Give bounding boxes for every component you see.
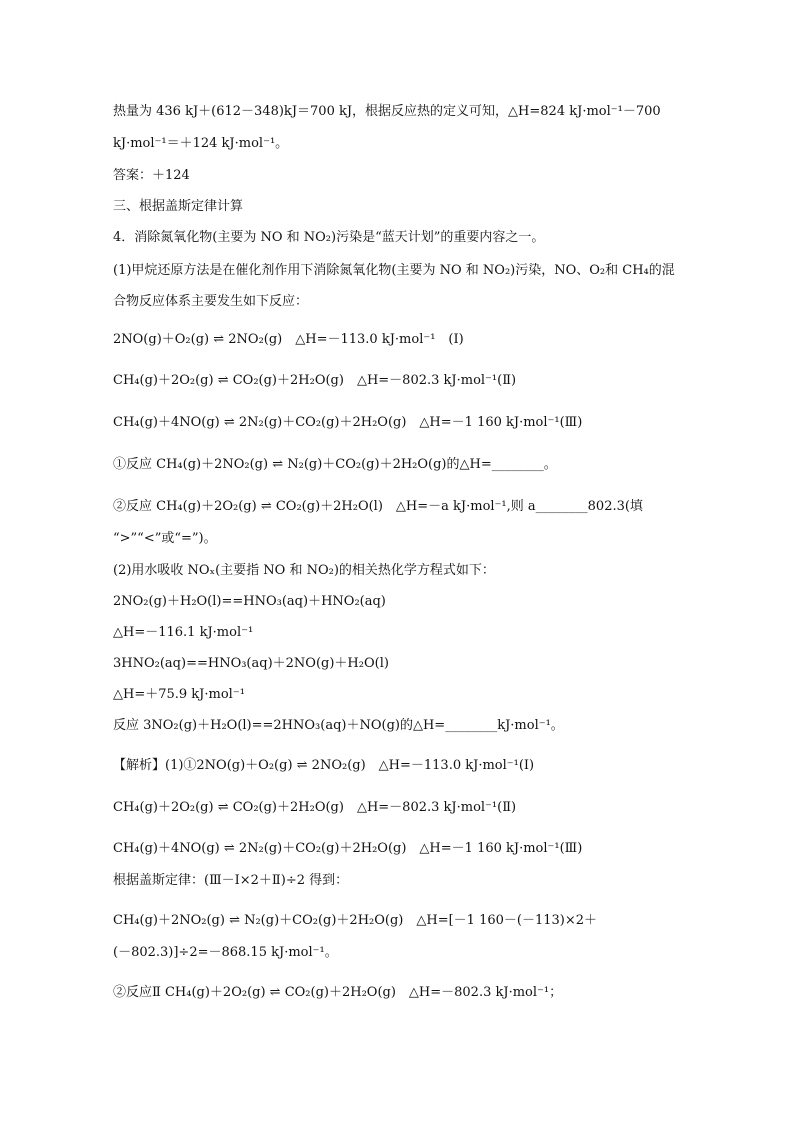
text-line: 根据盖斯定律：(Ⅲ－Ⅰ×2＋Ⅱ)÷2 得到： bbox=[113, 873, 349, 888]
section-heading: 三、根据盖斯定律计算 bbox=[113, 199, 244, 214]
equation-line: CH₄(g)＋2NO₂(g) ⇌ N₂(g)＋CO₂(g)＋2H₂O(g) △H=[－1 160－(－113)×2＋ bbox=[113, 913, 598, 928]
equation-line: △H=＋75.9 kJ·mol⁻¹ bbox=[113, 687, 245, 702]
text-line: 合物反应体系主要发生如下反应： bbox=[113, 294, 309, 309]
equation-line: CH₄(g)＋2O₂(g) ⇌ CO₂(g)＋2H₂O(g) △H=－802.3 kJ·mol⁻¹(Ⅱ) bbox=[113, 800, 517, 815]
text-line: “>”“<”或“=”)。 bbox=[113, 531, 217, 546]
answer-line: 答案：＋124 bbox=[113, 168, 190, 183]
equation-line: (－802.3)]÷2=－868.15 kJ·mol⁻¹。 bbox=[113, 945, 338, 960]
text-line: (2)用水吸收 NOₓ(主要指 NO 和 NO₂)的相关热化学方程式如下： bbox=[113, 563, 495, 578]
question-line: ①反应 CH₄(g)＋2NO₂(g) ⇌ N₂(g)＋CO₂(g)＋2H₂O(g)的△H=________。 bbox=[113, 457, 557, 472]
equation-line: CH₄(g)＋4NO(g) ⇌ 2N₂(g)＋CO₂(g)＋2H₂O(g) △H=－1 160 kJ·mol⁻¹(Ⅲ) bbox=[113, 841, 583, 856]
question-title: 4．消除氮氧化物(主要为 NO 和 NO₂)污染是“蓝天计划”的重要内容之一。 bbox=[113, 230, 545, 245]
text-line: kJ·mol⁻¹＝＋124 kJ·mol⁻¹。 bbox=[113, 136, 289, 151]
equation-line: CH₄(g)＋2O₂(g) ⇌ CO₂(g)＋2H₂O(g) △H=－802.3 kJ·mol⁻¹(Ⅱ) bbox=[113, 373, 517, 388]
equation-line: 2NO(g)＋O₂(g) ⇌ 2NO₂(g) △H=－113.0 kJ·mol⁻¹ (Ⅰ) bbox=[113, 332, 464, 347]
equation-line: 3HNO₂(aq)==HNO₃(aq)＋2NO(g)＋H₂O(l) bbox=[113, 656, 389, 671]
question-line: ②反应 CH₄(g)＋2O₂(g) ⇌ CO₂(g)＋2H₂O(l) △H=－a kJ·mol⁻¹,则 a________802.3(填 bbox=[113, 499, 643, 514]
analysis-line: 【解析】(1)①2NO(g)＋O₂(g) ⇌ 2NO₂(g) △H=－113.0 kJ·mol⁻¹(Ⅰ) bbox=[113, 758, 535, 773]
text-line: 热量为 436 kJ＋(612－348)kJ＝700 kJ，根据反应热的定义可知，△H=824 kJ·mol⁻¹－700 bbox=[113, 104, 661, 119]
equation-line: ②反应Ⅱ CH₄(g)＋2O₂(g) ⇌ CO₂(g)＋2H₂O(g) △H=－802.3 kJ·mol⁻¹； bbox=[113, 985, 563, 1000]
equation-line: △H=－116.1 kJ·mol⁻¹ bbox=[113, 625, 254, 640]
equation-line: CH₄(g)＋4NO(g) ⇌ 2N₂(g)＋CO₂(g)＋2H₂O(g) △H=－1 160 kJ·mol⁻¹(Ⅲ) bbox=[113, 415, 583, 430]
question-line: 反应 3NO₂(g)＋H₂O(l)==2HNO₃(aq)＋NO(g)的△H=________kJ·mol⁻¹。 bbox=[113, 718, 564, 733]
text-line: (1)甲烷还原方法是在催化剂作用下消除氮氧化物(主要为 NO 和 NO₂)污染，NO、O₂和 CH₄的混 bbox=[113, 263, 675, 278]
equation-line: 2NO₂(g)＋H₂O(l)==HNO₃(aq)＋HNO₂(aq) bbox=[113, 594, 386, 609]
